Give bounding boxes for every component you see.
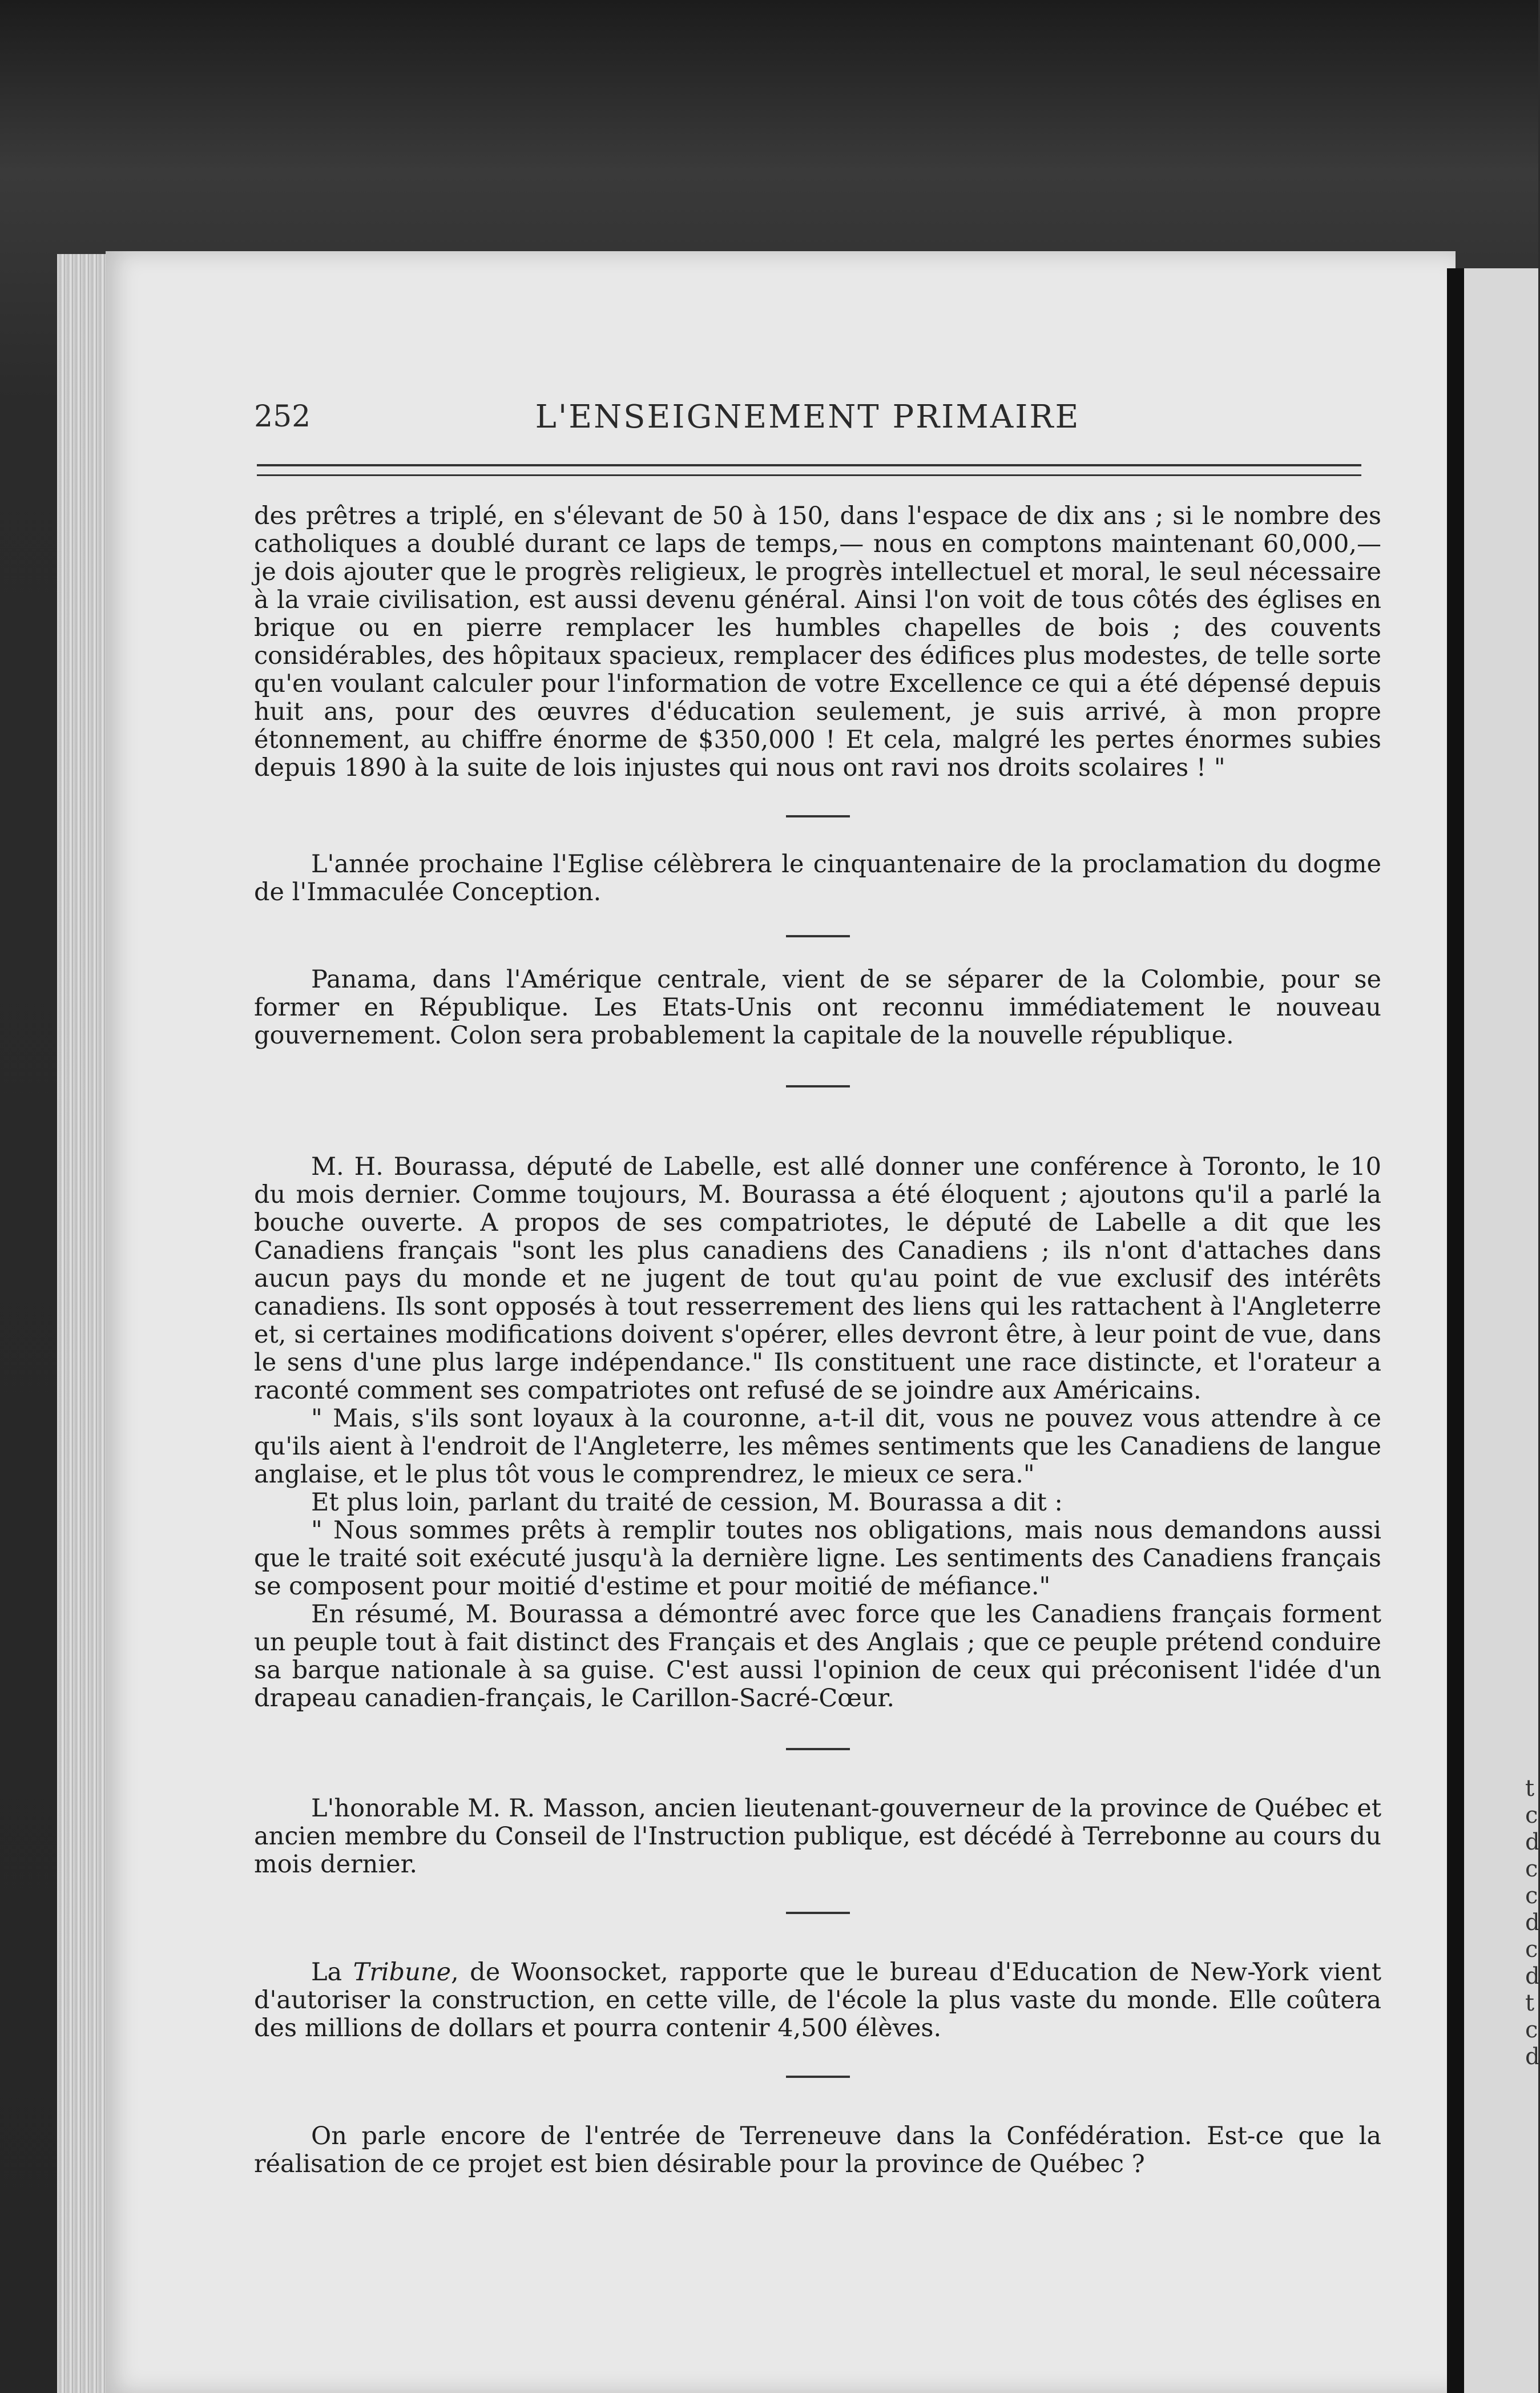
article-paragraph: En résumé, M. Bourassa a démontré avec force que les Canadiens français forment un peuple tout à fait distinct des Français et des Anglais ; que ce peuple prétend conduire sa barque nationale à sa guise. C'est aussi l'opinion de ceux qui préconisent l'idée d'un drapeau canadien-français, le Carillon-Sacré-Cœur. xyxy=(254,1600,1381,1713)
page-title: L'ENSEIGNEMENT PRIMAIRE xyxy=(535,398,1081,436)
next-page-fragment: t c d c c d c d t c d xyxy=(1525,1775,1540,2070)
newspaper-title: Tribune xyxy=(353,1958,451,1987)
article-paragraph: M. H. Bourassa, député de Labelle, est allé donner une conférence à Toronto, le 10 du mois dernier. Comme toujours, M. Bourassa a été éloquent ; ajoutons qu'il a parlé la bouche ouverte. A propos de ses compatriotes, le député de Labelle a dit que les Canadiens français "sont les plus canadiens des Canadiens ; ils n'ont d'attaches dans aucun pays du monde et ne jugent de tout qu'au point de vue exclusif des intérêts canadiens. Ils sont opposés à tout resserrement des liens qui les rattachent à l'Angleterre et, si certaines modifications doivent s'opérer, elles devront être, à leur point de vue, dans le sens d'une plus large indépendance." Ils constituent une race distincte, et l'orateur a raconté comment ses compatriotes ont refusé de se joindre aux Américains. xyxy=(254,1153,1381,1405)
article-paragraph: L'honorable M. R. Masson, ancien lieutenant-gouverneur de la province de Québec et ancien membre du Conseil de l'Instruction publique, est décédé à Terrebonne au cours du mois dernier. xyxy=(254,1794,1381,1879)
article-paragraph: L'année prochaine l'Eglise célèbrera le cinquantenaire de la proclamation du dogme de l'Immaculée Conception. xyxy=(254,850,1381,907)
book-page-edges xyxy=(57,254,111,2393)
article-paragraph: Panama, dans l'Amérique centrale, vient de se séparer de la Colombie, pour se former en République. Les Etats-Unis ont reconnu immédiatement le nouveau gouvernement. Colon sera probablement la capitale de la nouvelle république. xyxy=(254,965,1381,1050)
article-paragraph: des prêtres a triplé, en s'élevant de 50 à 150, dans l'espace de dix ans ; si le nombre des catholiques a doublé durant ce laps de temps,— nous en comptons maintenant 60,000,— je dois ajouter que le progrès religieux, le progrès intellectuel et moral, le seul nécessaire à la vraie civilisation, est aussi devenu général. Ainsi l'on voit de tous côtés des églises en brique ou en pierre remplacer les humbles chapelles de bois ; des couvents considérables, des hôpitaux spacieux, remplacer des édifices plus modestes, de telle sorte qu'en voulant calculer pour l'information de votre Excellence ce qui a été dépensé depuis huit ans, pour des œuvres d'éducation seulement, je suis arrivé, à mon propre étonnement, au chiffre énorme de $350,000 ! Et cela, malgré les pertes énormes subies depuis 1890 à la suite de lois injustes qui nous ont ravi nos droits scolaires ! " xyxy=(254,502,1381,782)
article-paragraph: " Mais, s'ils sont loyaux à la couronne, a-t-il dit, vous ne pouvez vous attendre à ce qu'ils aient à l'endroit de l'Angleterre, les mêmes sentiments que les Canadiens de langue anglaise, et le plus tôt vous le comprendrez, le mieux ce sera." xyxy=(254,1404,1381,1489)
article-paragraph: On parle encore de l'entrée de Terreneuve dans la Confédération. Est-ce que la réalisation de ce projet est bien désirable pour la province de Québec ? xyxy=(254,2122,1381,2178)
article-paragraph: " Nous sommes prêts à remplir toutes nos obligations, mais nous demandons aussi que le traité soit exécuté jusqu'à la dernière ligne. Les sentiments des Canadiens français se composent pour moitié d'estime et pour moitié de méfiance." xyxy=(254,1516,1381,1601)
article-paragraph xyxy=(254,1959,1381,2042)
article-text: , de Woonsocket, rapporte que le bureau d'Education de New-York vient d'autoriser la construction, en cette ville, de l'école la plus vaste du monde. Elle coûtera des millions de dollars et pourra contenir 4,500 élèves. xyxy=(254,1958,1381,2042)
book-gutter xyxy=(1447,268,1464,2393)
page-number: 252 xyxy=(254,400,311,434)
article-paragraph: Et plus loin, parlant du traité de cession, M. Bourassa a dit : xyxy=(311,1488,1063,1517)
running-head xyxy=(254,394,1361,440)
header-rule xyxy=(257,464,1361,476)
article-text: La xyxy=(311,1958,353,1987)
next-page-edge xyxy=(1464,268,1538,2393)
page-body xyxy=(254,502,1381,2178)
